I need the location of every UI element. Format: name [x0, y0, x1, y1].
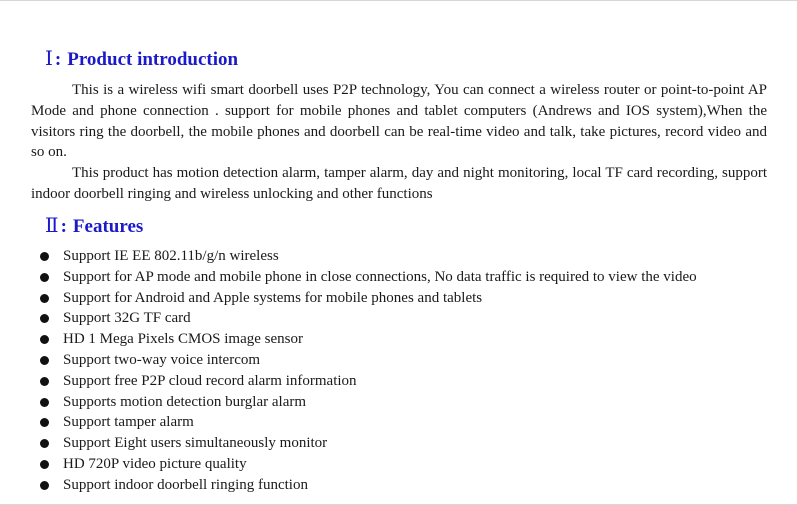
list-item-text: Support indoor doorbell ringing function [63, 476, 308, 493]
list-item [38, 475, 778, 496]
bullet-icon [40, 314, 49, 323]
features-list [38, 246, 778, 496]
paragraph: This product has motion detection alarm, tamper alarm, day and night monitoring, local TF card recording, support indoor doorbell ringing and wireless unlocking and other functions [31, 165, 767, 202]
bullet-icon [40, 294, 49, 303]
list-item [38, 308, 778, 329]
list-item [38, 392, 778, 413]
list-item [38, 412, 778, 433]
section-numeral: Ⅰ [45, 48, 53, 70]
section-title: Features [72, 216, 144, 237]
bullet-icon [40, 460, 49, 469]
list-item [38, 329, 778, 350]
list-item [38, 288, 778, 309]
list-item-text: Support Eight users simultaneously monitor [63, 435, 328, 452]
list-item-text: Support 32G TF card [63, 310, 191, 327]
bullet-icon [40, 481, 49, 490]
bullet-icon [40, 273, 49, 282]
list-item-text: HD 720P video picture quality [63, 455, 247, 472]
section-colon: : [54, 49, 62, 70]
bullet-icon [40, 377, 49, 386]
list-item-text: Support free P2P cloud record alarm information [63, 372, 357, 389]
list-item [38, 454, 778, 475]
list-item-text: Support for AP mode and mobile phone in close connections, No data traffic is required to view the video [63, 268, 697, 285]
bullet-icon [40, 335, 49, 344]
list-item [38, 350, 778, 371]
list-item-text: Support two-way voice intercom [63, 351, 261, 368]
bullet-icon [40, 418, 49, 427]
section-heading-features [45, 215, 143, 238]
list-item-text: Support tamper alarm [63, 414, 194, 431]
list-item-text: Supports motion detection burglar alarm [63, 393, 307, 410]
list-item-text: Support IE EE 802.11b/g/n wireless [63, 248, 279, 264]
product-introduction-text [31, 80, 767, 205]
list-item-text: Support for Android and Apple systems for mobile phones and tablets [63, 289, 483, 306]
list-item [38, 433, 778, 454]
section-heading-product-introduction [45, 48, 238, 71]
list-item-text: HD 1 Mega Pixels CMOS image sensor [63, 331, 303, 348]
list-item [38, 371, 778, 392]
bullet-icon [40, 252, 49, 261]
section-title: Product introduction [67, 49, 239, 70]
section-colon: : [60, 216, 67, 237]
bullet-icon [40, 356, 49, 365]
bullet-icon [40, 439, 49, 448]
paragraph: This is a wireless wifi smart doorbell uses P2P technology, You can connect a wireless router or point-to-point AP Mode and phone connection . support for mobile phones and tablet computers (Andrews and IOS system),When the visitors ring the doorbell, the mobile phones and doorbell can be real-time video and talk, take pictures, record video and so on. [31, 82, 767, 161]
list-item [38, 246, 778, 267]
list-item [38, 267, 778, 288]
section-numeral: Ⅱ [45, 215, 59, 237]
bullet-icon [40, 398, 49, 407]
